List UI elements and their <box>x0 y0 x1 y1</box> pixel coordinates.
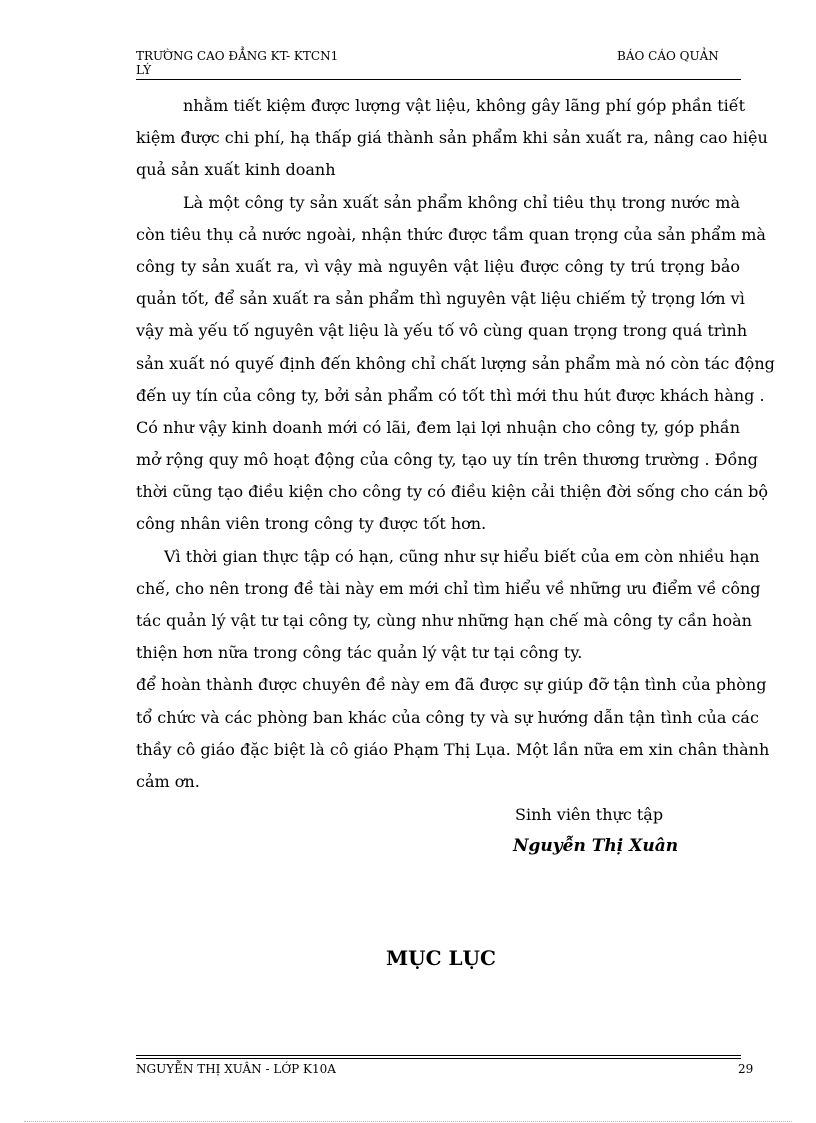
body-line: để hoàn thành được chuyên đề này em đã được sự giúp đỡ tận tình của phòng <box>136 675 767 695</box>
body-line: vậy mà yếu tố nguyên vật liệu là yếu tố vô cùng quan trọng trong quá trình <box>136 321 748 341</box>
header-left <box>136 49 338 77</box>
table-of-contents-heading: MỤC LỤC <box>386 946 496 970</box>
page-number: 29 <box>738 1062 754 1076</box>
body-line: tác quản lý vật tư tại công ty, cùng như những hạn chế mà công ty cần hoàn <box>136 611 752 630</box>
body-line: đến uy tín của công ty, bởi sản phẩm có tốt thì mới thu hút được khách hàng . <box>136 385 765 405</box>
body-line: chế, cho nên trong đề tài này em mới chỉ tìm hiểu về những ưu điểm về công <box>136 578 761 598</box>
body-line: Có như vậy kinh doanh mới có lãi, đem lại lợi nhuận cho công ty, góp phần <box>136 417 740 437</box>
page-boundary <box>24 1121 792 1122</box>
body-line: nhằm tiết kiệm được lượng vật liệu, không gây lãng phí góp phần tiết <box>183 96 746 115</box>
body-line: quản tốt, để sản xuất ra sản phẩm thì nguyên vật liệu chiếm tỷ trọng lớn vì <box>136 289 745 309</box>
body-line: cảm ơn. <box>136 771 200 791</box>
header-school: TRƯỜNG CAO ĐẲNG KT- KTCN1 <box>136 49 339 63</box>
body-line: thầy cô giáo đặc biệt là cô giáo Phạm Thị Lụa. Một lần nữa em xin chân thành <box>136 739 770 759</box>
signature-name: Nguyễn Thị Xuân <box>513 836 679 856</box>
body-line: công ty sản xuất ra, vì vậy mà nguyên vật liệu được công ty trú trọng bảo <box>136 256 740 276</box>
body-line: quả sản xuất kinh doanh <box>136 160 336 180</box>
footer-divider <box>136 1055 741 1056</box>
body-line: còn tiêu thụ cả nước ngoài, nhận thức được tầm quan trọng của sản phẩm mà <box>136 224 766 244</box>
header-school-wrap: LÝ <box>136 63 152 77</box>
header-divider <box>136 79 741 80</box>
body-line: mở rộng quy mô hoạt động của công ty, tạo uy tín trên thương trường . Đồng <box>136 450 758 470</box>
body-line: thiện hơn nữa trong công tác quản lý vật tư tại công ty. <box>136 643 583 663</box>
body-line: công nhân viên trong công ty được tốt hơn. <box>136 514 487 534</box>
body-text <box>136 90 775 798</box>
footer-author: NGUYỄN THỊ XUÂN - LỚP K10A <box>136 1062 336 1076</box>
body-line: tổ chức và các phòng ban khác của công ty và sự hướng dẫn tận tình của các <box>136 707 759 727</box>
body-line: kiệm được chi phí, hạ thấp giá thành sản phẩm khi sản xuất ra, nâng cao hiệu <box>136 128 768 148</box>
header-report-title: BÁO CÁO QUẢN <box>617 49 719 63</box>
body-line: thời cũng tạo điều kiện cho công ty có điều kiện cải thiện đời sống cho cán bộ <box>136 482 769 502</box>
body-line: Là một công ty sản xuất sản phẩm không chỉ tiêu thụ trong nước mà <box>183 192 740 212</box>
body-line: Vì thời gian thực tập có hạn, cũng như sự hiểu biết của em còn nhiều hạn <box>164 546 760 566</box>
footer-divider <box>136 1058 741 1059</box>
body-line: sản xuất nó quyế định đến không chỉ chất lượng sản phẩm mà nó còn tác động <box>136 353 775 373</box>
signature-role: Sinh viên thực tập <box>515 805 664 824</box>
